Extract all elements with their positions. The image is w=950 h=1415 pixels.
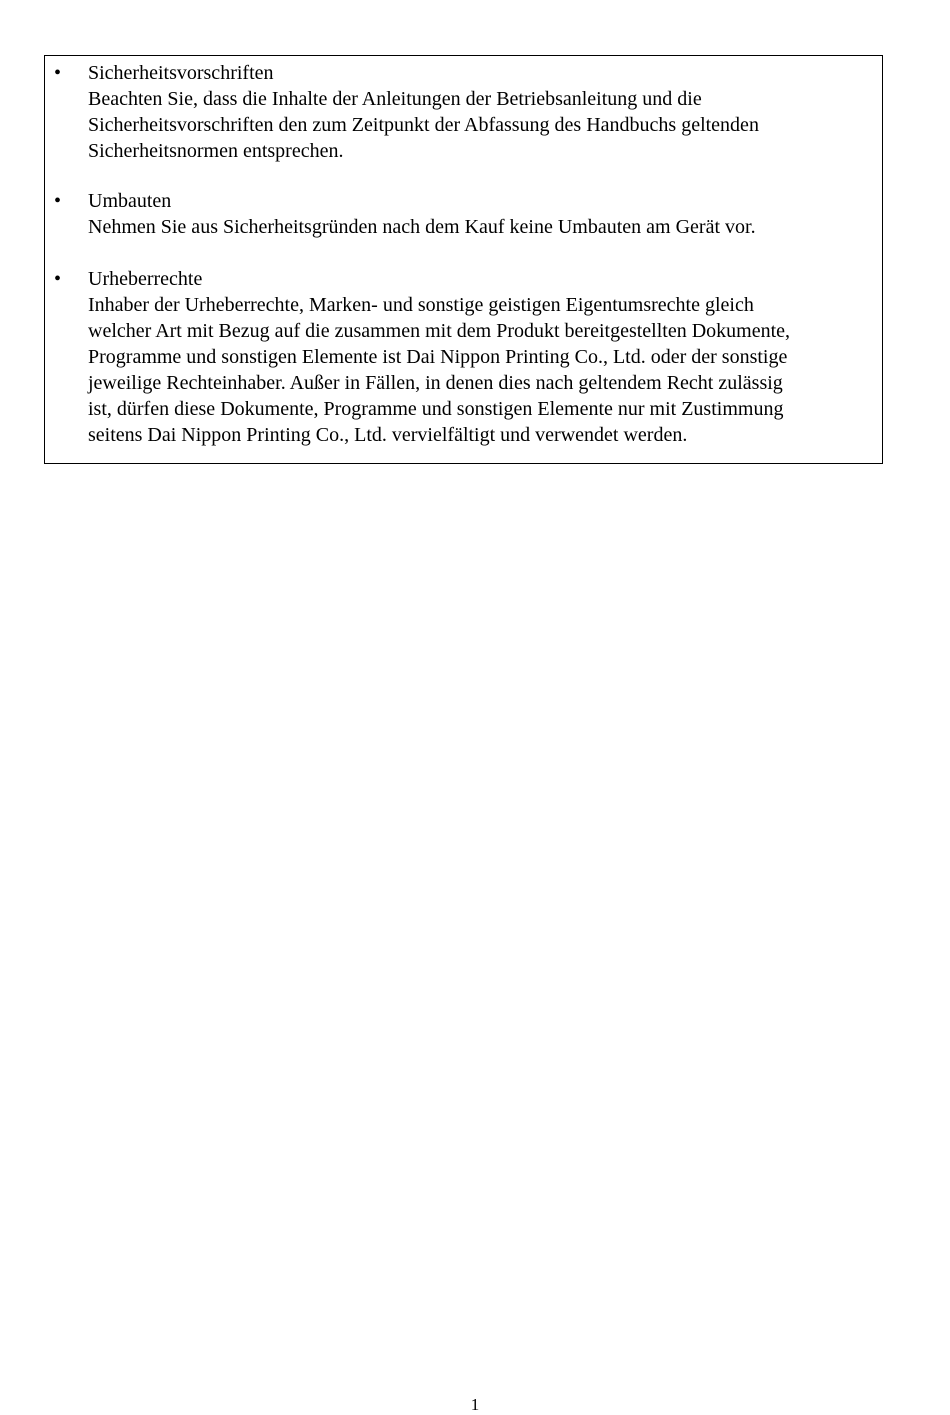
- item-heading: Sicherheitsvorschriften: [88, 62, 274, 84]
- item-line: Sicherheitsnormen entsprechen.: [88, 140, 344, 162]
- bullet-icon: •: [54, 268, 62, 290]
- item-text: [88, 60, 876, 164]
- notice-box: [44, 55, 883, 464]
- item-text: [88, 188, 876, 240]
- item-heading: Urheberrechte: [88, 268, 203, 290]
- item-line: jeweilige Rechteinhaber. Außer in Fällen, in denen dies nach geltendem Recht zulässig: [88, 372, 783, 394]
- item-line: Beachten Sie, dass die Inhalte der Anleitungen der Betriebsanleitung und die: [88, 88, 702, 110]
- item-line: seitens Dai Nippon Printing Co., Ltd. vervielfältigt und verwendet werden.: [88, 424, 688, 446]
- item-text: [88, 266, 876, 448]
- bullet-icon: •: [54, 62, 62, 84]
- item-line: ist, dürfen diese Dokumente, Programme und sonstigen Elemente nur mit Zustimmung: [88, 398, 784, 420]
- item-line: Inhaber der Urheberrechte, Marken- und sonstige geistigen Eigentumsrechte gleich: [88, 294, 754, 316]
- page-number: 1: [470, 1395, 480, 1414]
- bullet-icon: •: [54, 190, 62, 212]
- item-line: welcher Art mit Bezug auf die zusammen mit dem Produkt bereitgestellten Dokumente,: [88, 320, 791, 342]
- item-line: Nehmen Sie aus Sicherheitsgründen nach dem Kauf keine Umbauten am Gerät vor.: [88, 216, 756, 238]
- item-line: Programme und sonstigen Elemente ist Dai Nippon Printing Co., Ltd. oder der sonstige: [88, 346, 788, 368]
- item-line: Sicherheitsvorschriften den zum Zeitpunkt der Abfassung des Handbuchs geltenden: [88, 114, 759, 136]
- item-heading: Umbauten: [88, 190, 172, 212]
